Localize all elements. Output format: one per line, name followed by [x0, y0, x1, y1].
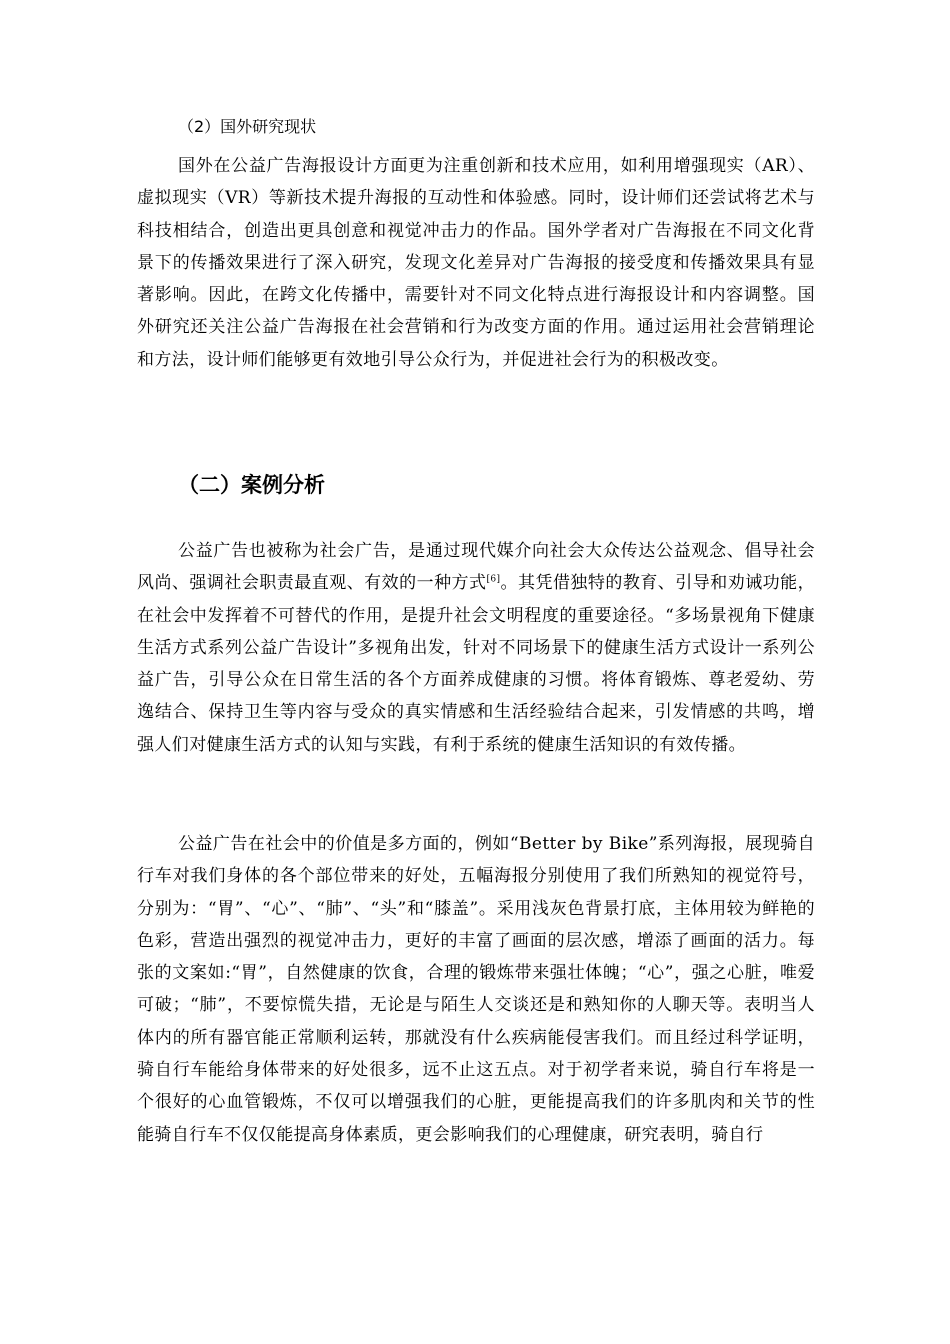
citation-reference: [6]	[486, 574, 501, 585]
paragraph-text-before-citation: 公益广告也被称为社会广告，是通过现代媒介向社会大众传达公益观念、倡导社会风尚、强调社会职责最直观、有效的一种方式	[137, 541, 815, 594]
subsection-heading: （2）国外研究现状	[178, 117, 317, 136]
paragraph-text-after-citation: 。其凭借独特的教育、引导和劝诫功能，在社会中发挥着不可替代的作用，是提升社会文明程度的重要途径。“多场景视角下健康生活方式系列公益广告设计”多视角出发，针对不同场景下的健康生活方式设计一系列公益广告，引导公众在日常生活的各个方面养成健康的习惯。将体育锻炼、尊老爱幼、劳逸结合、保持卫生等内容与受众的真实情感和生活经验结合起来，引发情感的共鸣，增强人们对健康生活方式的认知与实践，有利于系统的健康生活知识的有效传播。	[137, 573, 815, 755]
paragraph-public-service-ads	[137, 535, 815, 761]
paragraph-better-by-bike: 公益广告在社会中的价值是多方面的，例如“Better by Bike”系列海报，展现骑自行车对我们身体的各个部位带来的好处，五幅海报分别使用了我们所熟知的视觉符号，分别为：“胃”、“心”、“肺”、“头”和“膝盖”。采用浅灰色背景打底，主体用较为鲜艳的色彩，营造出强烈的视觉冲击力，更好的丰富了画面的层次感，增添了画面的活力。每张的文案如:“胃”，自然健康的饮食，合理的锻炼带来强壮体魄；“心”，强之心脏，唯爱可破；“肺”，不要惊慌失措，无论是与陌生人交谈还是和熟知你的人聊天等。表明当人体内的所有器官能正常顺利运转，那就没有什么疾病能侵害我们。而且经过科学证明，骑自行车能给身体带来的好处很多，远不止这五点。对于初学者来说，骑自行车将是一个很好的心血管锻炼，不仅可以增强我们的心脏，更能提高我们的许多肌肉和关节的性能骑自行车不仅仅能提高身体素质，更会影响我们的心理健康，研究表明，骑自行	[137, 834, 815, 1145]
paragraph-foreign-research: 国外在公益广告海报设计方面更为注重创新和技术应用，如利用增强现实（AR）、虚拟现实（VR）等新技术提升海报的互动性和体验感。同时，设计师们还尝试将艺术与科技相结合，创造出更具创意和视觉冲击力的作品。国外学者对广告海报在不同文化背景下的传播效果进行了深入研究，发现文化差异对广告海报的接受度和传播效果具有显著影响。因此，在跨文化传播中，需要针对不同文化特点进行海报设计和内容调整。国外研究还关注公益广告海报在社会营销和行为改变方面的作用。通过运用社会营销理论和方法，设计师们能够更有效地引导公众行为，并促进社会行为的积极改变。	[137, 156, 815, 370]
section-title: （二）案例分析	[178, 473, 325, 497]
